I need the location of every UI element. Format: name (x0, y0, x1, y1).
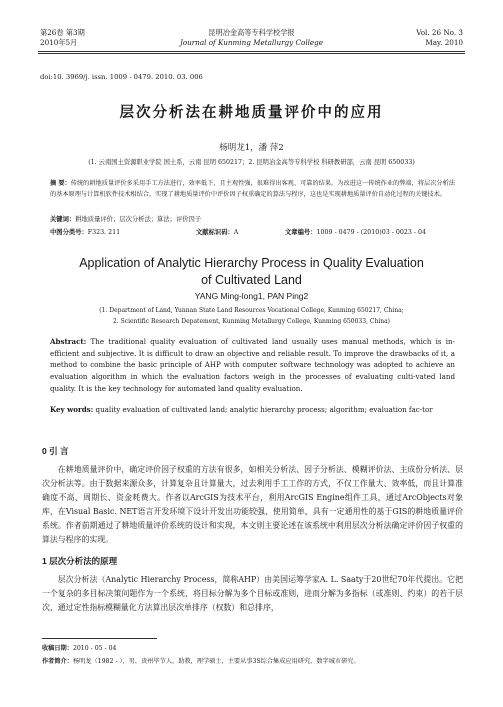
header-rule-top (38, 51, 465, 52)
paper-title-en-line1: Application of Analytic Hierarchy Process in Quality Evaluation (79, 256, 424, 270)
journal-issue-info-en (416, 28, 463, 48)
keywords-cn (50, 214, 201, 223)
document-code: 文献标识码：A (196, 229, 239, 236)
clc-number: 中图分类号：F323. 211 (50, 229, 121, 236)
abstract-en-text: The traditional quality evaluation of cultivated land usually uses manual methods, which is in-efficient and subjective. It is difficult to draw an objective and reliable result. To improve the drawbacks of it, a method to combine the basic principle of AHP with computer software technology was adopted to achieve an evaluation algorithm in which the evaluation factors weigh in the processes of evaluating culti-vated land quality. It is the key technology for automated land quality evaluation. (50, 337, 455, 393)
authors-cn: 杨明龙1，潘 萍2 (219, 143, 284, 153)
footnote-rule (42, 638, 157, 639)
paper-title-cn: 层次分析法在耕地质量评价中的应用 (119, 104, 384, 121)
keywords-en (50, 404, 455, 416)
issue-date-en: May. 2010 (425, 38, 463, 47)
abstract-cn (50, 178, 455, 200)
volume-issue: 第26卷 第3期 (40, 28, 85, 37)
issue-date: 2010年5月 (40, 38, 78, 47)
paper-title-en (0, 255, 503, 289)
doi: doi:10. 3969/j. issn. 1009 - 0479. 2010. 03. 006 (40, 73, 203, 81)
keywords-cn-label: 关键词： (50, 216, 76, 223)
abstract-en (50, 336, 455, 395)
affiliation-en-line1: (1. Department of Land, Yunnan State Land Resources Vocational College, Kunming 650217, China; (99, 307, 404, 314)
abstract-cn-text: 传统的耕地质量评价多采用手工方法进行，效率低下，且主观性强，很难得出客观、可靠的结果。为改进这一传统作业的弊端，将层次分析法的基本原理与计算机软件技术相结合，实现了耕地质量评价中评价因子权重确定的算法与程序，这也是实现耕地质量评价自动化过程的关键技术。 (50, 180, 456, 198)
abstract-cn-label: 摘 要： (50, 180, 71, 187)
section-heading-ahp-principle: 1 层次分析法的原理 (42, 556, 118, 566)
affiliation-en-line2: 2. Scientific Research Depatement, Kunming Metallurgy College, Kunming 650033, China) (112, 317, 391, 325)
journal-name-cn: 昆明冶金高等专科学校学报 (208, 28, 295, 37)
footnote-author-bio: 作者简介：杨明龙（1982 - ），男，贵州毕节人，助教，理学硕士，主要从事3S综合集成应用研究、数字城市研究。 (42, 658, 360, 665)
authors-en: YANG Ming-long1, PAN Ping2 (194, 291, 309, 301)
footnote-received: 收稿日期：2010 - 05 - 04 (42, 645, 117, 652)
keywords-cn-text: 耕地质量评价；层次分析法；算法；评价因子 (75, 216, 202, 223)
section-body-intro: 在耕地质量评价中，确定评价因子权重的方法有很多，如相关分析法、因子分析法、模糊评价法、主成份分析法、层次分析法等。由于数据来源众多，计算复杂且计算量大，过去利用手工工作的方式，不仅工作量大、效率低，而且计算准确度不高、周期长、资金耗费大。作者以ArcGIS为技术平台，利用ArcGIS Engine组件工具，通过ArcObjects对象库，在Visual Basic. NET语言开发环境下设计开发出功能较强、使用简单，具有一定通用性的基于GIS的耕地质量评价系统。作者前期通过了耕地质量评价系统的设计和实现，本文则主要论述在该系统中利用层次分析法确定评价因子权重的算法与程序的实现。 (42, 465, 463, 544)
volume-issue-en: Vol. 26 No. 3 (416, 28, 463, 37)
keywords-en-text: quality evaluation of cultivated land; analytic hierarchy process; algorithm; evaluation fac-tor (95, 405, 433, 414)
keywords-en-label: Key words: (50, 405, 94, 414)
affiliations-cn: (1. 云南国土资源职业学院 国土系，云南 昆明 650217；2. 昆明冶金高等专科学校 科研教研部，云南 昆明 650033) (88, 159, 415, 166)
section-body-ahp-principle: 层次分析法（Analytic Hierarchy Process，简称AHP）由美国运筹学家A. L. Saaty于20世纪70年代提出。它把一个复杂的多目标决策问题作为一个系统，将目标分解为多个目标或准则，进而分解为多指标（或准则、约束）的若干层次，通过定性指标模糊量化方法算出层次单排序（权数）和总排序， (42, 575, 463, 612)
affiliations-en (0, 306, 503, 327)
section-heading-intro: 0 引 言 (42, 446, 69, 456)
journal-name-en: Journal of Kunming Metallurgy College (179, 38, 324, 47)
abstract-en-label: Abstract: (50, 337, 87, 346)
paper-title-en-line2: of Cultivated Land (201, 273, 302, 287)
header-rule-bottom (38, 53, 465, 54)
article-number: 文章编号：1009 - 0479 - (2010)03 - 0023 - 04 (285, 229, 427, 236)
